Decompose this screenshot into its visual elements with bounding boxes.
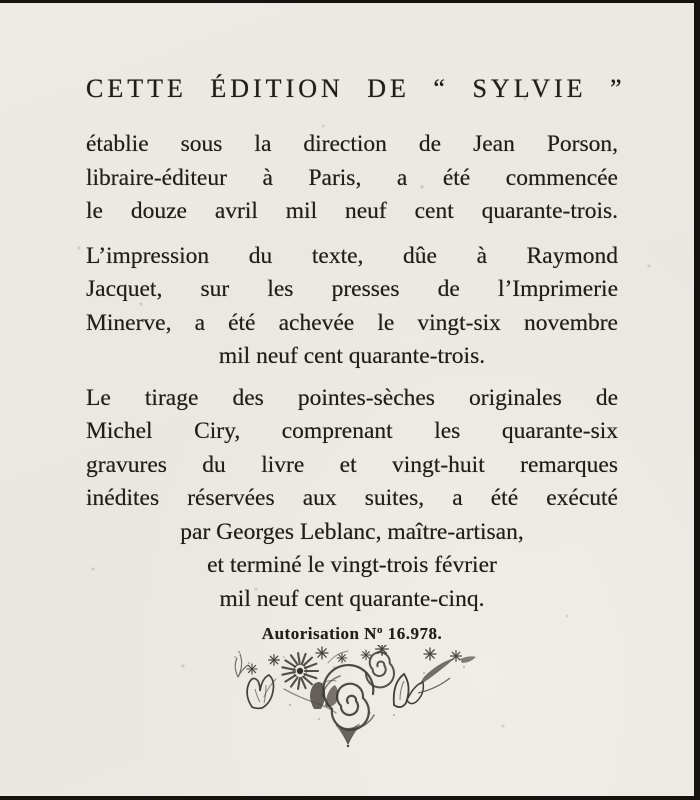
daisy-icon: [424, 648, 436, 660]
text-line: Minerve, a été achevée le vingt-six novembre: [86, 309, 618, 336]
tulip-flower-icon: [247, 675, 273, 708]
text-line: par Georges Leblanc, maître-artisan,: [180, 518, 524, 545]
crocus-flower-icon: [394, 674, 424, 707]
bud-tip-icon: [336, 723, 360, 747]
text-line: le douze avril mil neuf cent quarante-trois.: [86, 198, 618, 224]
paper-specks: [0, 3, 2, 5]
vignette-container: [86, 645, 618, 749]
page-title: CETTE ÉDITION DE “ SYLVIE ”: [86, 74, 626, 103]
authorization-prefix: Autorisation N: [261, 624, 377, 643]
text-line: gravures du livre et vingt-huit remarques: [86, 451, 618, 478]
paragraph-impression: [86, 240, 618, 374]
daisy-icon: [269, 655, 280, 666]
text-line: Michel Ciry, comprenant les quarante-six: [86, 418, 618, 444]
text-line: mil neuf cent quarante-trois.: [218, 343, 486, 369]
floral-vignette-illustration: [224, 645, 490, 749]
aster-center: [297, 668, 303, 674]
paragraph-tirage: [86, 382, 618, 617]
daisy-icon: [316, 647, 328, 659]
leaf-spray-icon: [418, 656, 476, 693]
ordinal-indicator: o: [376, 624, 383, 636]
authorization-value: 16.978.: [382, 624, 443, 643]
daisy-icon: [361, 650, 371, 660]
book-colophon-page: [0, 3, 694, 796]
text-line: mil neuf cent quarante-cinq.: [219, 585, 485, 612]
daisy-icon: [247, 664, 257, 674]
text-line: inédites réservées aux suites, a été exécuté: [86, 485, 618, 511]
authorization-number: [86, 623, 618, 645]
text-line: libraire-éditeur à Paris, a été commencée: [86, 164, 618, 191]
text-line: Le tirage des pointes-sèches originales de: [86, 384, 618, 411]
text-line: Jacquet, sur les presses de l’Imprimerie: [86, 276, 618, 302]
text-line: L’impression du texte, dûe à Raymond: [86, 242, 618, 269]
paragraph-edition: [86, 128, 618, 229]
rose-flower-icon: [366, 652, 394, 687]
text-line: et terminé le vingt-trois février: [207, 552, 497, 578]
text-line: établie sous la direction de Jean Porson,: [86, 131, 618, 157]
sprig-icon: [235, 654, 248, 677]
